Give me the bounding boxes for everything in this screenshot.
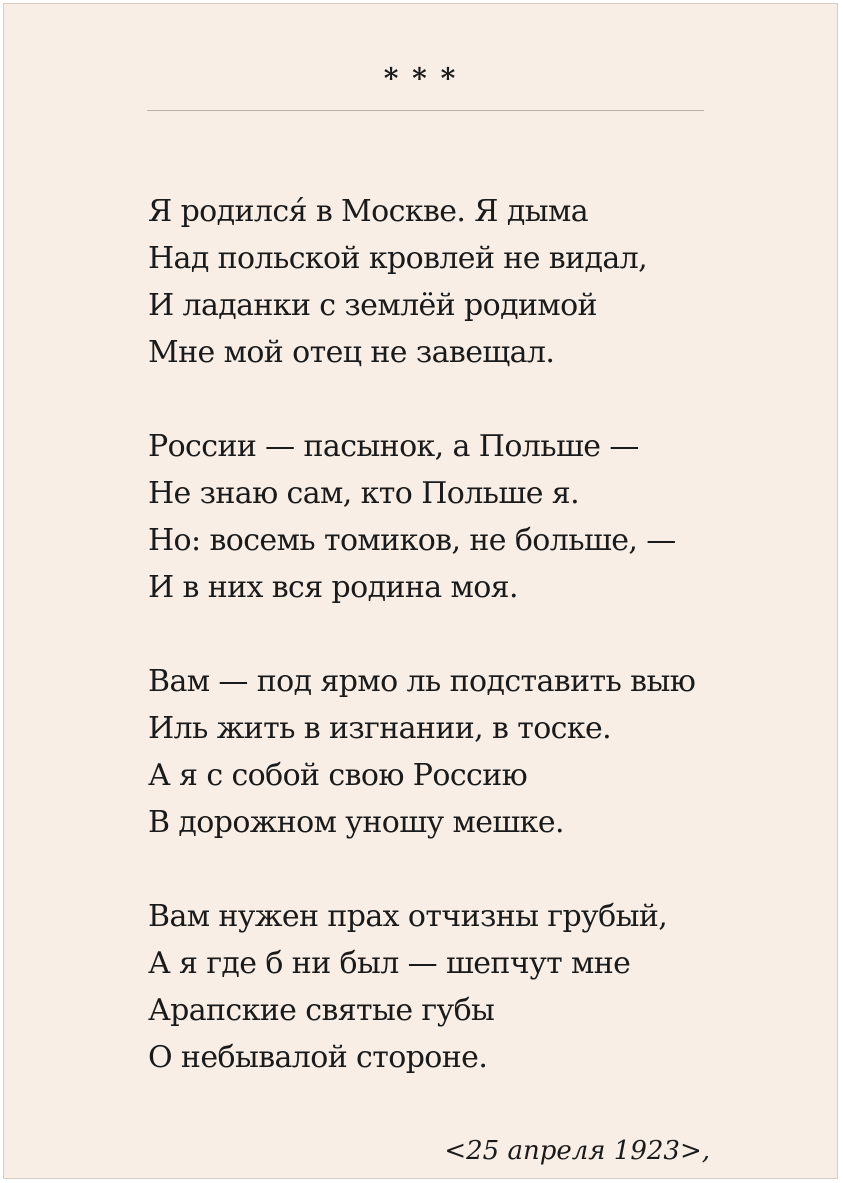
poem-line: А я где б ни был — шепчут мне <box>148 946 631 981</box>
poem-line: Не знаю сам, кто Польше я. <box>148 476 580 511</box>
poem-date: <25 апреля 1923>, <box>444 1136 710 1166</box>
poem-line: О небывалой стороне. <box>148 1040 488 1075</box>
section-asterisks: * * * <box>383 62 458 95</box>
poem-line: Мне мой отец не завещал. <box>148 335 555 370</box>
poem-line: Иль жить в изгнании, в тоске. <box>148 711 612 746</box>
poem-line: Арапские святые губы <box>148 993 495 1028</box>
stanza <box>148 423 748 611</box>
poem-line: В дорожном уношу мешке. <box>148 805 564 840</box>
poem-line: Вам нужен прах отчизны грубый, <box>148 899 668 934</box>
stanza <box>148 893 748 1081</box>
poem-line: И ладанки с землёй родимой <box>148 288 597 323</box>
poem-line: Но: восемь томиков, не больше, — <box>148 523 676 558</box>
stanza <box>148 188 748 376</box>
poem-line: А я с собой свою Россию <box>148 758 528 793</box>
poem-line: Над польской кровлей не видал, <box>148 241 648 276</box>
poem-line: Вам — под ярмо ль подставить выю <box>148 664 696 699</box>
poem-body <box>148 188 748 1128</box>
poem-line: Я родился́ в Москве. Я дыма <box>148 194 589 229</box>
stanza <box>148 658 748 846</box>
poem-line: России — пасынок, а Польше — <box>148 429 639 464</box>
divider-line <box>147 110 704 111</box>
page <box>3 3 838 1179</box>
poem-line: И в них вся родина моя. <box>148 570 518 605</box>
